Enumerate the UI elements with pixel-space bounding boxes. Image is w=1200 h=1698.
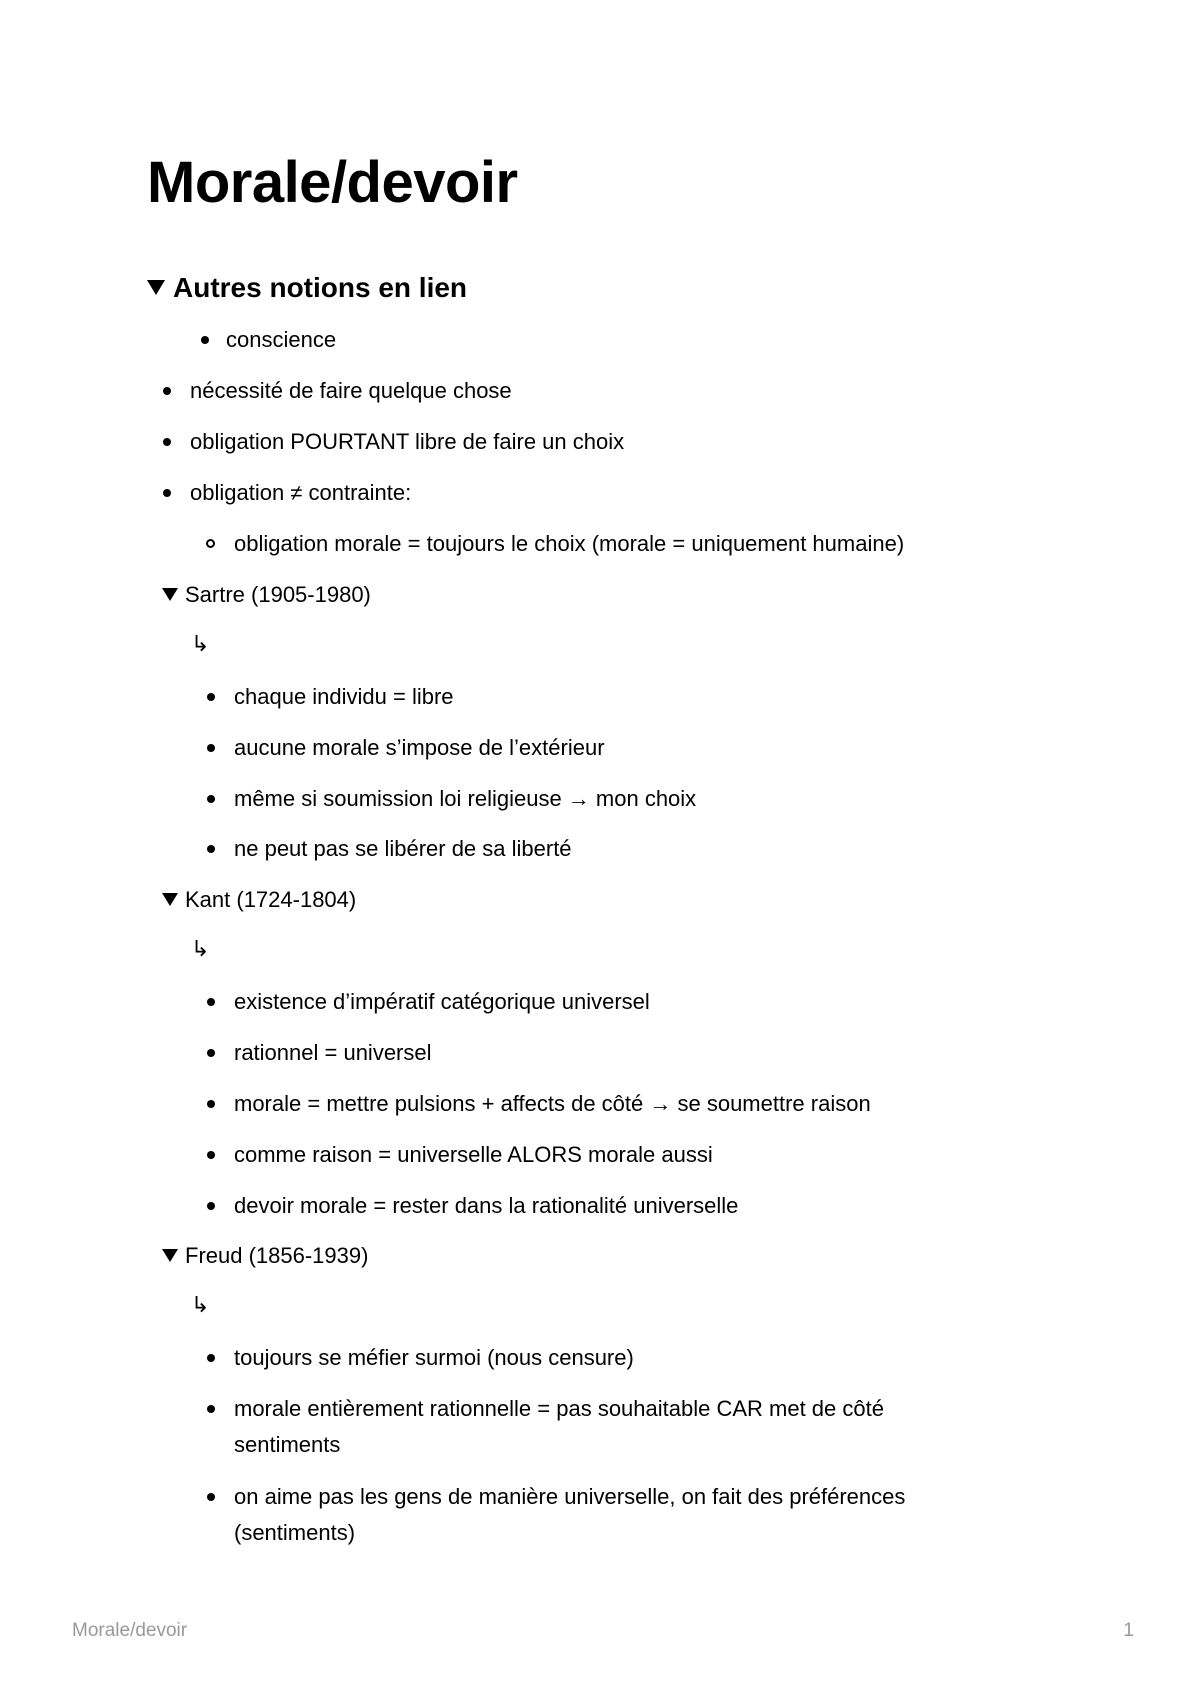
toggle-heading: Sartre (1905-1980) xyxy=(185,582,371,607)
return-arrow-icon: ↳ xyxy=(191,937,210,962)
toggle-triangle-icon[interactable] xyxy=(147,280,165,295)
bullet-icon xyxy=(163,387,171,395)
bullet-icon xyxy=(207,1354,215,1362)
bullet-icon xyxy=(163,438,171,446)
bullet-icon xyxy=(207,845,215,853)
toggle-heading: Freud (1856-1939) xyxy=(185,1243,369,1268)
toggle-heading: Kant (1724-1804) xyxy=(185,887,357,912)
bullet-icon xyxy=(207,744,215,752)
list-item: même si soumission loi religieuse → mon choix xyxy=(234,786,697,811)
toggle-kant[interactable] xyxy=(162,882,356,918)
list-item: rationnel = universel xyxy=(234,1040,432,1065)
toggle-freud[interactable] xyxy=(162,1238,368,1274)
return-arrow-icon: ↳ xyxy=(191,1293,210,1318)
bullet-icon xyxy=(207,1100,215,1108)
list-item: obligation POURTANT libre de faire un choix xyxy=(190,429,625,454)
bullet-icon xyxy=(207,1202,215,1210)
toggle-heading: Autres notions en lien xyxy=(173,272,468,303)
toggle-autres-notions[interactable] xyxy=(147,270,467,306)
footer-doc-name: Morale/devoir xyxy=(72,1620,188,1641)
list-item: toujours se méfier surmoi (nous censure) xyxy=(234,1345,634,1370)
bullet-icon xyxy=(163,489,171,497)
toggle-triangle-icon[interactable] xyxy=(162,893,178,906)
list-item: on aime pas les gens de manière universelle, on fait des préférences (sentiments) xyxy=(234,1484,906,1545)
page-number: 1 xyxy=(1123,1620,1134,1641)
list-item: ne peut pas se libérer de sa liberté xyxy=(234,836,572,861)
list-item: existence d’impératif catégorique universel xyxy=(234,989,650,1014)
list-item: devoir morale = rester dans la rationalité universelle xyxy=(234,1193,739,1218)
bullet-icon xyxy=(207,1405,215,1413)
list-item: nécessité de faire quelque chose xyxy=(190,378,512,403)
bullet-icon xyxy=(207,1493,215,1501)
bullet-icon xyxy=(207,1049,215,1057)
list-item: obligation morale = toujours le choix (morale = uniquement humaine) xyxy=(234,531,905,556)
list-item: obligation ≠ contrainte: xyxy=(190,480,412,505)
return-arrow-icon: ↳ xyxy=(191,632,210,657)
toggle-sartre[interactable] xyxy=(162,577,371,613)
bullet-icon xyxy=(207,1151,215,1159)
toggle-triangle-icon[interactable] xyxy=(162,588,178,601)
bullet-icon xyxy=(201,336,209,344)
list-item: comme raison = universelle ALORS morale aussi xyxy=(234,1142,713,1167)
list-item: morale = mettre pulsions + affects de côté → se soumettre raison xyxy=(234,1091,871,1116)
list-item: morale entièrement rationnelle = pas souhaitable CAR met de côté sentiments xyxy=(234,1396,884,1457)
bullet-icon xyxy=(207,693,215,701)
list-item: chaque individu = libre xyxy=(234,684,454,709)
list-item: aucune morale s’impose de l’extérieur xyxy=(234,735,605,760)
hollow-bullet-icon xyxy=(206,539,215,548)
toggle-triangle-icon[interactable] xyxy=(162,1249,178,1262)
page-title: Morale/devoir xyxy=(147,150,518,215)
bullet-icon xyxy=(207,998,215,1006)
list-item: conscience xyxy=(226,327,337,352)
bullet-icon xyxy=(207,795,215,803)
